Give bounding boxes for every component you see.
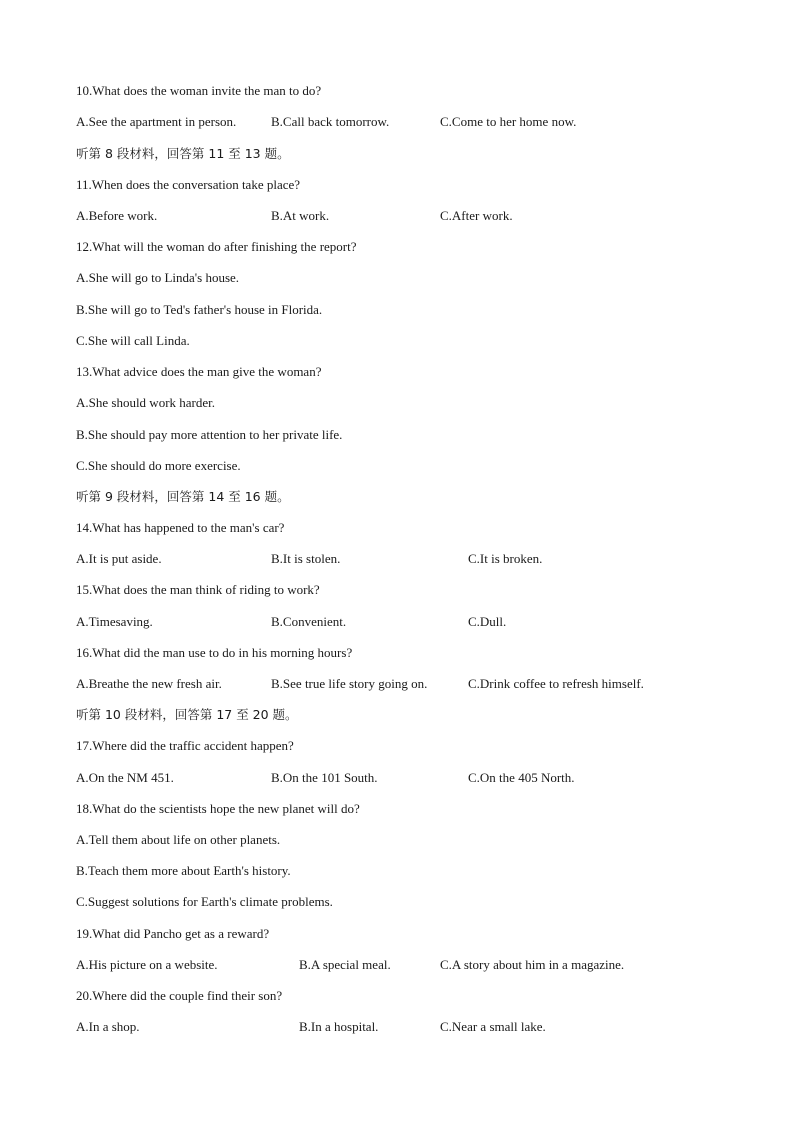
q19-option-a: A.His picture on a website. — [76, 957, 218, 972]
question-15: 15.What does the man think of riding to work? — [76, 582, 320, 597]
section-10-heading: 听第 10 段材料，回答第 17 至 20 题。 — [76, 707, 298, 722]
q18-option-c: C.Suggest solutions for Earth's climate problems. — [76, 894, 333, 909]
q18-option-a: A.Tell them about life on other planets. — [76, 832, 281, 847]
q17-option-b: B.On the 101 South. — [271, 770, 378, 785]
q16-option-a: A.Breathe the new fresh air. — [76, 676, 222, 691]
q19-option-c: C.A story about him in a magazine. — [440, 957, 625, 972]
section-8-heading: 听第 8 段材料，回答第 11 至 13 题。 — [76, 146, 290, 161]
q12-option-c: C.She will call Linda. — [76, 333, 190, 348]
q17-option-c: C.On the 405 North. — [468, 770, 575, 785]
q11-option-b: B.At work. — [271, 208, 330, 223]
q13-option-a: A.She should work harder. — [76, 395, 216, 410]
question-19: 19.What did Pancho get as a reward? — [76, 926, 270, 941]
q14-option-a: A.It is put aside. — [76, 551, 162, 566]
question-10: 10.What does the woman invite the man to do? — [76, 83, 322, 98]
q15-option-a: A.Timesaving. — [76, 614, 153, 629]
q10-option-b: B.Call back tomorrow. — [271, 114, 390, 129]
q20-option-a: A.In a shop. — [76, 1019, 140, 1034]
question-12: 12.What will the woman do after finishing the report? — [76, 239, 357, 254]
question-20: 20.Where did the couple find their son? — [76, 988, 283, 1003]
q12-option-b: B.She will go to Ted's father's house in Florida. — [76, 302, 323, 317]
question-16: 16.What did the man use to do in his morning hours? — [76, 645, 353, 660]
question-14: 14.What has happened to the man's car? — [76, 520, 285, 535]
section-9-heading: 听第 9 段材料，回答第 14 至 16 题。 — [76, 489, 290, 504]
q16-option-b: B.See true life story going on. — [271, 676, 428, 691]
question-17: 17.Where did the traffic accident happen? — [76, 738, 294, 753]
question-18: 18.What do the scientists hope the new planet will do? — [76, 801, 360, 816]
q14-option-c: C.It is broken. — [468, 551, 543, 566]
q13-option-b: B.She should pay more attention to her private life. — [76, 427, 343, 442]
q20-option-c: C.Near a small lake. — [440, 1019, 546, 1034]
q19-option-b: B.A special meal. — [299, 957, 391, 972]
question-11: 11.When does the conversation take place? — [76, 177, 301, 192]
q15-option-b: B.Convenient. — [271, 614, 347, 629]
q18-option-b: B.Teach them more about Earth's history. — [76, 863, 291, 878]
q15-option-c: C.Dull. — [468, 614, 507, 629]
q14-option-b: B.It is stolen. — [271, 551, 341, 566]
q11-option-a: A.Before work. — [76, 208, 158, 223]
q17-option-a: A.On the NM 451. — [76, 770, 174, 785]
q11-option-c: C.After work. — [440, 208, 513, 223]
q20-option-b: B.In a hospital. — [299, 1019, 379, 1034]
question-13: 13.What advice does the man give the woman? — [76, 364, 322, 379]
q16-option-c: C.Drink coffee to refresh himself. — [468, 676, 644, 691]
q13-option-c: C.She should do more exercise. — [76, 458, 241, 473]
q12-option-a: A.She will go to Linda's house. — [76, 270, 240, 285]
q10-option-a: A.See the apartment in person. — [76, 114, 237, 129]
q10-option-c: C.Come to her home now. — [440, 114, 577, 129]
